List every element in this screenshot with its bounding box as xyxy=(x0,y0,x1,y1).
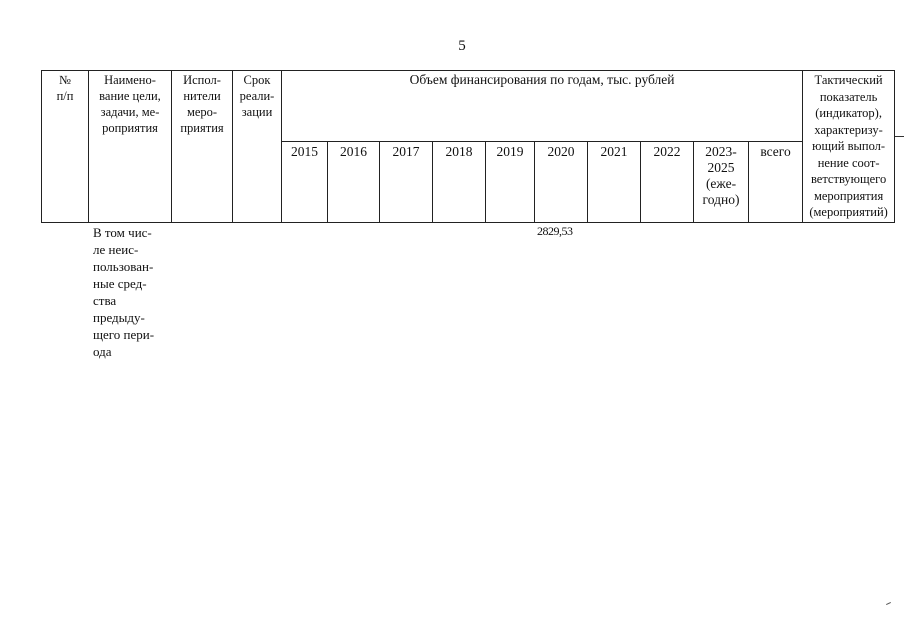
col-header-funding: Объем финансирования по годам, тыс. рублей xyxy=(282,71,803,142)
col-header-name: Наимено- вание цели, задачи, ме- роприятия xyxy=(89,71,172,223)
col-header-executors: Испол- нители меро- приятия xyxy=(172,71,233,223)
total-header: всего xyxy=(749,141,803,222)
dash-mark xyxy=(895,136,904,137)
col-header-number: № п/п xyxy=(42,71,89,223)
year-header: 2021 xyxy=(588,141,641,222)
note-unused-funds: В том чис- ле неис- пользован- ные сред- ства предыду- щего пери- ода xyxy=(93,225,155,359)
year-header: 2018 xyxy=(433,141,486,222)
tick-mark xyxy=(886,602,891,605)
year-header: 2017 xyxy=(380,141,433,222)
amount-value: 2829,53 xyxy=(537,224,573,238)
page-number: 5 xyxy=(458,38,466,54)
col-header-indicator: Тактический показатель (индикатор), характеризу- ющий выпол- нение соот- ветствующего мероприятия (мероприятий) xyxy=(803,71,895,223)
financing-table xyxy=(41,70,895,223)
col-header-term: Срок реали- зации xyxy=(233,71,282,223)
year-header: 2022 xyxy=(641,141,694,222)
year-header: 2019 xyxy=(486,141,535,222)
header-row-main xyxy=(42,71,895,142)
year-header: 2023- 2025 (еже- годно) xyxy=(694,141,749,222)
year-header: 2016 xyxy=(328,141,380,222)
year-header: 2015 xyxy=(282,141,328,222)
year-header: 2020 xyxy=(535,141,588,222)
